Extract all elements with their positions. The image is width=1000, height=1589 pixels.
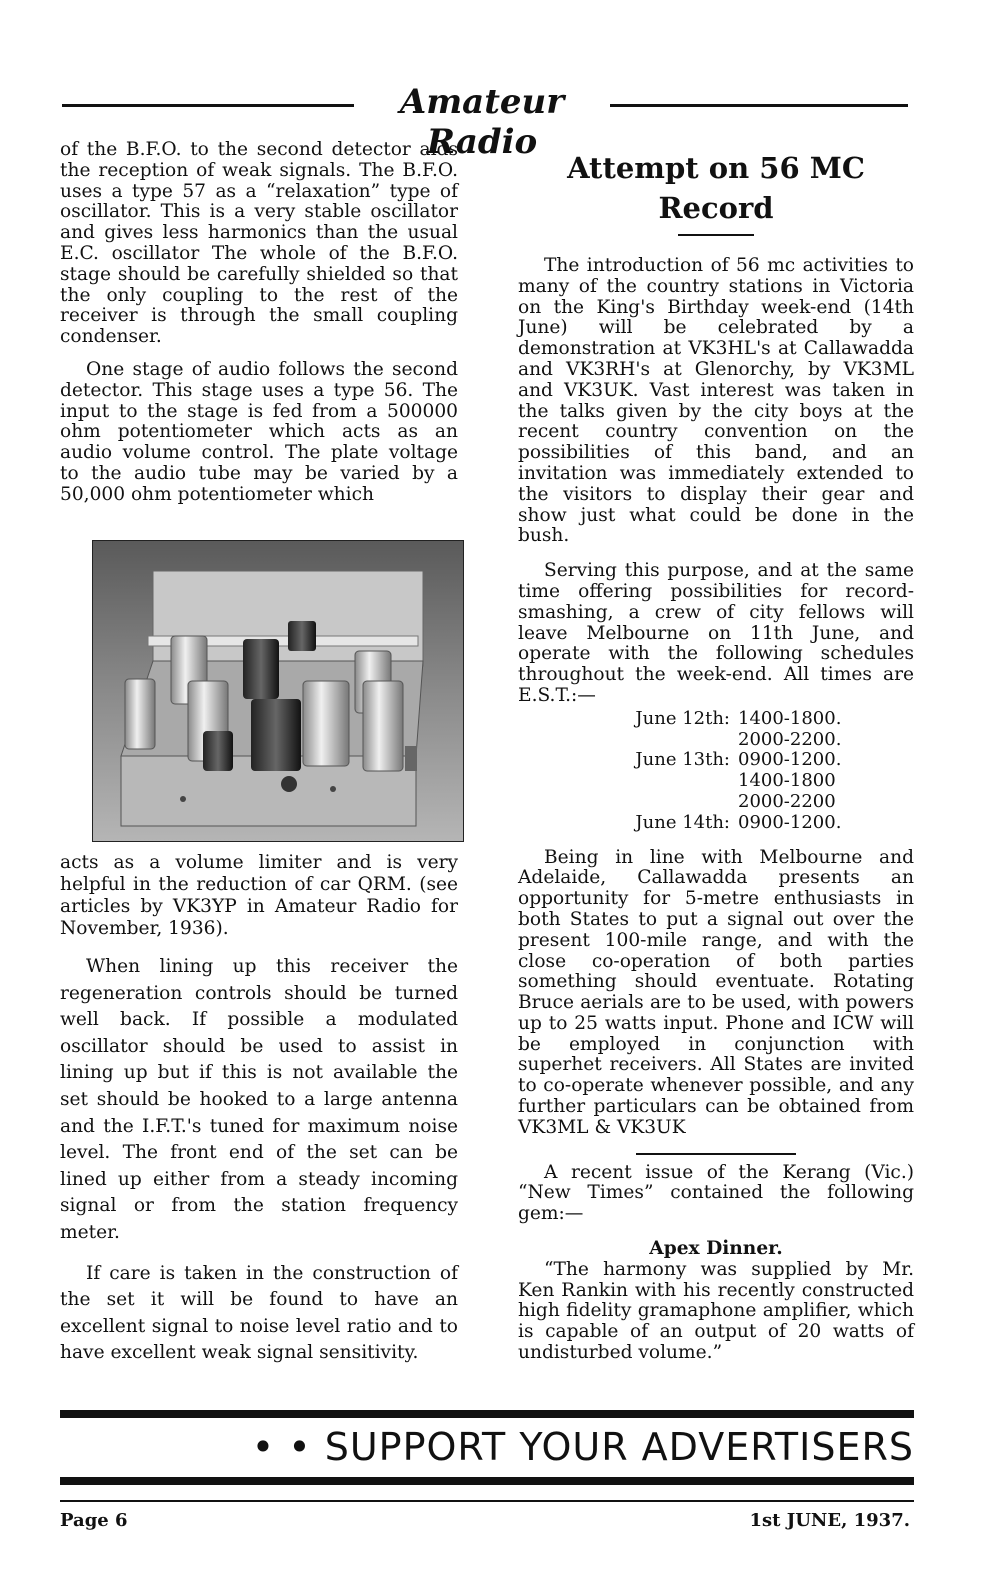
receiver-photo-drawing — [93, 541, 463, 841]
schedule-time: 1400-1800 — [738, 770, 836, 792]
apex-title: Apex Dinner. — [649, 1238, 783, 1260]
section-divider — [636, 1153, 796, 1155]
left-column-top — [60, 140, 458, 518]
schedule-time: 0900-1200. — [738, 749, 842, 771]
left-column-bottom — [60, 852, 458, 1381]
masthead-rule-left — [62, 104, 354, 107]
schedule-row — [594, 792, 914, 813]
schedule-row — [594, 771, 914, 792]
schedule-time: 2000-2200. — [738, 728, 842, 750]
support-banner: • • SUPPORT YOUR ADVERTISERS — [251, 1425, 914, 1469]
paragraph: When lining up this receiver the regeneration controls should be turned well back. If possible a modulated oscillator should be used to assist in lining up but if this is not available the set should be hooked to a large antenna and the I.F.T.'s tuned for maximum noise level. The front end of the set can be lined up either from a steady incoming signal or from the station frequency meter. — [60, 956, 458, 1243]
schedule-day: June 14th: — [635, 811, 730, 833]
schedule-row — [594, 730, 914, 751]
schedule-time: 0900-1200. — [738, 811, 842, 833]
paragraph: A recent issue of the Kerang (Vic.) “New Times” contained the following gem:— — [518, 1161, 914, 1225]
footer-rule — [60, 1500, 914, 1502]
masthead — [62, 82, 908, 162]
right-column — [518, 148, 914, 1378]
schedule-row — [594, 750, 914, 771]
schedule-time: 1400-1800. — [738, 707, 842, 729]
schedule-day: June 13th: — [635, 749, 730, 771]
paragraph: If care is taken in the construction of the set it will be found to have an excellent signal to noise level ratio and to have excellent weak signal sensitivity. — [60, 1262, 458, 1364]
schedule-day: June 12th: — [635, 707, 730, 729]
paragraph: acts as a volume limiter and is very helpful in the reduction of car QRM. (see articles by VK3YP in Amateur Radio for November, 1936). — [60, 852, 458, 939]
issue-date: 1st JUNE, 1937. — [749, 1510, 910, 1531]
page-number: Page 6 — [60, 1510, 128, 1531]
quote: “The harmony was supplied by Mr. Ken Rankin with his recently constructed high fidelity gramaphone amplifier, which is capable of an output of 20 watts of undisturbed volume.” — [518, 1258, 914, 1364]
paragraph: Being in line with Melbourne and Adelaide, Callawadda presents an opportunity for 5-metre enthusiasts in both States to put a signal out over the present 100-mile range, and with the close co-operation of both parties something should eventuate. Rotating Bruce aerials are to be used, with powers up to 25 watts input. Phone and ICW will be employed in conjunction with superhet receivers. All States are invited to co-operate whenever possible, and any further particulars can be obtained from VK3ML & VK3UK — [518, 846, 914, 1138]
schedule-row — [594, 813, 914, 834]
receiver-chassis-photo — [92, 540, 464, 842]
footer — [60, 1508, 914, 1534]
masthead-rule-right — [610, 104, 908, 107]
paragraph: One stage of audio follows the second detector. This stage uses a type 56. The input to the stage is fed from a 500000 ohm potentiometer which acts as an audio volume control. The plate voltage to the audio tube may be varied by a 50,000 ohm potentiometer which — [60, 358, 458, 505]
masthead-title: Amateur Radio — [399, 82, 565, 162]
paragraph: of the B.F.O. to the second detector aids the reception of weak signals. The B.F.O. uses a type 57 as a “relaxation” type of oscillator. This is a very stable oscillator and gives less harmonics than the usual E.C. oscillator The whole of the B.F.O. stage should be carefully shielded so that the only coupling to the rest of the receiver is through the small coupling condenser. — [60, 139, 458, 348]
banner-band-top — [60, 1410, 914, 1418]
schedule-row — [594, 709, 914, 730]
schedule — [594, 709, 914, 834]
article-heading: Attempt on 56 MC Record — [567, 151, 865, 225]
heading-rule — [678, 234, 754, 236]
paragraph: Serving this purpose, and at the same time offering possibilities for record-smashing, a crew of city fellows will leave Melbourne on 11th June, and operate with the following schedules throughout the week-end. All times are E.S.T.:— — [518, 560, 914, 706]
paragraph: The introduction of 56 mc activities to many of the country stations in Victoria on the King's Birthday week-end (14th June) will be celebrated by a demonstration at VK3HL's at Callawadda and VK3RH's at Glenorchy, by VK3ML and VK3UK. Vast interest was taken in the talks given by the city boys at the recent country convention on the possibilities of this band, and an invitation was immediately extended to the visitors to display their gear and show just what could be done in the bush. — [518, 255, 914, 547]
banner-band-bottom — [60, 1477, 914, 1485]
schedule-time: 2000-2200 — [738, 790, 836, 812]
